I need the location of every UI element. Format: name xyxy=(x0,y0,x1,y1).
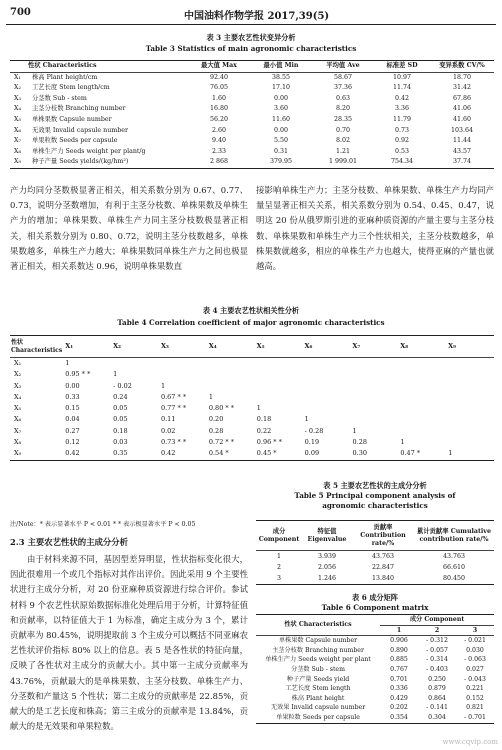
table3-header: 最小值 Min xyxy=(263,62,299,69)
table4-cell: 1 xyxy=(256,404,261,413)
table3-row xyxy=(10,126,494,137)
table4-cell xyxy=(207,369,255,380)
section-heading: 2.3 主要农艺性状的主成分分析 xyxy=(10,537,128,547)
watermark: www.cqvip.com xyxy=(442,738,498,746)
table5-cell: 1.246 xyxy=(317,575,337,582)
table5-cell: 43.763 xyxy=(371,553,395,560)
table3-row xyxy=(10,147,494,158)
table6-cell: - 0.063 xyxy=(464,656,486,664)
table4 xyxy=(10,335,494,461)
table6-row xyxy=(256,675,494,685)
table4-cell xyxy=(207,358,255,370)
table5-header: 累计贡献率 Cumulative contribution rate/% xyxy=(417,527,491,543)
table3-cell: 0.70 xyxy=(335,126,351,134)
journal-title: 中国油料作物学报 2017,39(5) xyxy=(184,11,330,22)
page-number: 700 xyxy=(10,7,31,18)
table4-cell: 0.09 xyxy=(304,449,320,458)
table4-cell: 0.27 xyxy=(65,426,80,435)
table4-note: 注/Note：* 表示显著水平 P < 0.01 * * 表示极显著水平 P < 0.05 xyxy=(10,521,196,528)
table6-col-header: 2 xyxy=(434,626,440,634)
table3-cell: 17.10 xyxy=(271,84,291,92)
table4-header-row xyxy=(10,336,494,358)
table4-cell: 0.77 * * xyxy=(160,404,187,413)
table3-row-name: 单株生产力 Seeds weight per plant/g xyxy=(32,147,146,155)
table3-row-name: 种子产量 Seeds yields/(kg/hm²) xyxy=(32,158,129,166)
table5-cell: 22.847 xyxy=(371,564,395,571)
table5-header-row xyxy=(256,521,494,551)
table3-cell: 1.21 xyxy=(335,147,351,155)
table6-caption-en: Table 6 Component matrix xyxy=(321,603,429,612)
table3-cell: 1 999.01 xyxy=(328,158,358,166)
table6-header-row xyxy=(256,615,494,626)
table4-row xyxy=(10,437,494,448)
table4-cell xyxy=(446,392,494,403)
table3-cell: 28.35 xyxy=(333,115,353,123)
table4-cell xyxy=(111,358,159,370)
table5-row xyxy=(256,573,494,585)
table3-header: 平均值 Ave xyxy=(326,62,360,69)
table3-cell: 0.53 xyxy=(394,147,410,155)
table3-cell: 103.64 xyxy=(450,126,474,134)
table4-cell: 0.95 * * xyxy=(65,370,91,379)
table3-row-code: X₉ xyxy=(14,158,22,166)
table5-cell: 2.056 xyxy=(317,564,337,571)
table4-cell: 0.03 xyxy=(113,438,128,447)
table6 xyxy=(256,614,494,724)
table3-row-name: 单株果数 Capsule number xyxy=(32,115,112,123)
table3-row-name: 主茎分枝数 Branching number xyxy=(32,105,126,113)
table4-cell: 1 xyxy=(65,359,70,367)
table6-cell: 0.202 xyxy=(390,704,408,712)
table6-row-name: 工艺长度 Stem length xyxy=(285,685,351,693)
paragraph-pca: 由于材料来源不同，基因型差异明显，性状指标变化很大，因此很难用一个或几个指标对其作出评价。因此采用 9 个主要性状进行主成分分析，对 20 份亚麻种质资源进行综合评价。参试材料 9 个农艺性状原始数据标准化处理后用于分析，计算特征值和贡献率，以特征值大于 1 为标准，确定主成分为 3 个，累计贡献率为 80.45%，说明提取前 3 个主成分可以概括不同亚麻农艺性状评价指标 80% 以上的信息。表 5 是各性状的特征向量，反映了各性状对主成分的贡献大小。其中第一主成分贡献率为 43.76%，贡献最大的是单株果数、主茎分枝数、单株生产力、分茎数和产量这 5 个性状；第二主成分的贡献率是 22.85%，贡献大的是工艺长度和株高；第三主成分的贡献率是 13.84%，贡献大的是无效果和单果粒数。 xyxy=(10,554,248,732)
table3-cell: 8.02 xyxy=(335,137,351,145)
table6-cell: 0.152 xyxy=(466,694,484,702)
table4-cell: 0.20 xyxy=(208,415,224,424)
table4-col-header: X₈ xyxy=(400,341,409,350)
table4-cell: 0.54 * xyxy=(208,449,229,458)
table3-cell: 18.70 xyxy=(452,73,472,81)
table5-cell: 2 xyxy=(276,564,281,571)
table4-cell xyxy=(446,369,494,380)
table4-cell: 0.05 xyxy=(113,415,128,424)
table5-row xyxy=(256,551,494,563)
table3-cell: 16.80 xyxy=(209,105,229,113)
table6-cell: 0.304 xyxy=(428,713,446,721)
table4-cell xyxy=(446,437,494,448)
table4-cell xyxy=(398,369,446,380)
table4-cell: 0.02 xyxy=(160,426,176,435)
table3-cell: 0.73 xyxy=(394,126,410,134)
table3-row-code: X₅ xyxy=(14,115,22,123)
table4-cell xyxy=(159,358,207,370)
table3-cell: 56.20 xyxy=(209,115,229,123)
table4-cell xyxy=(303,403,351,414)
table4-cell: 0.33 xyxy=(65,392,80,401)
table5-caption-cn: 表 5 主要农艺性状的主成分分析 xyxy=(323,481,427,490)
table4-row xyxy=(10,403,494,414)
table6-row-name: 单果粒数 Seeds per capsule xyxy=(276,713,360,721)
table6-cell: 0.890 xyxy=(390,646,408,654)
table5-row xyxy=(256,562,494,573)
table4-cell: 0.00 xyxy=(65,381,80,390)
table4-cell: 0.42 xyxy=(65,449,80,458)
table4-cell: 1 xyxy=(400,438,405,447)
table3-cell: 76.05 xyxy=(209,84,229,92)
table4-cell: 1 xyxy=(448,449,453,458)
table3-cell: 379.95 xyxy=(269,158,293,166)
table4-cell: 0.80 * * xyxy=(208,404,234,413)
table6-cell: - 0.312 xyxy=(426,637,448,645)
table4-cell xyxy=(303,358,351,370)
table3-row xyxy=(10,157,494,168)
table4-row-code: X₆ xyxy=(14,415,22,424)
table3-cell: 0.00 xyxy=(273,126,289,134)
table4-cell: 1 xyxy=(208,392,213,401)
table3-row-code: X₃ xyxy=(14,94,22,102)
table4-cell xyxy=(303,392,351,403)
table3-cell: 11.74 xyxy=(392,84,412,92)
table5-cell: 3 xyxy=(276,575,281,582)
table3-cell: 43.57 xyxy=(452,147,472,155)
table3-row xyxy=(10,115,494,126)
table4-cell xyxy=(351,358,399,370)
table4-col-header: X₂ xyxy=(113,341,121,350)
table5-cell: 43.763 xyxy=(442,553,466,560)
table4-cell xyxy=(351,392,399,403)
table4-cell: 0.18 xyxy=(256,415,272,424)
table4-cell: 0.22 xyxy=(256,426,272,435)
table3-cell: 0.42 xyxy=(394,94,410,102)
table3-row xyxy=(10,72,494,83)
table6-row xyxy=(256,646,494,656)
table4-cell xyxy=(351,403,399,414)
table3-row xyxy=(10,104,494,115)
table6-cell: - 0.057 xyxy=(426,646,448,654)
table4-cell: - 0.28 xyxy=(304,426,324,435)
table4-cell xyxy=(446,381,494,392)
table6-cell: 0.354 xyxy=(390,713,408,721)
table4-cell: 0.24 xyxy=(113,392,128,401)
table4-cell: 1 xyxy=(113,370,118,379)
table6-cell: 0.767 xyxy=(390,665,408,673)
table5 xyxy=(256,520,494,585)
table6-row-name: 分茎数 Sub - stem xyxy=(291,665,345,673)
table3-cell: 11.44 xyxy=(452,137,472,145)
table3-row-code: X₈ xyxy=(14,147,22,155)
table4-cell: 0.28 xyxy=(208,426,224,435)
table4-row xyxy=(10,381,494,392)
table3-cell: 3.60 xyxy=(273,105,289,113)
table6-row xyxy=(256,703,494,713)
table6-cell: - 0.403 xyxy=(426,665,448,673)
table6-cell: 0.336 xyxy=(390,685,408,693)
table3-row-name: 单果粒数 Seeds per capsule xyxy=(32,137,118,145)
table3-row-code: X₄ xyxy=(14,105,22,113)
table4-caption-cn: 表 4 主要农艺性状相关性分析 xyxy=(202,306,300,315)
table3-cell: 1.60 xyxy=(211,94,227,102)
table3-cell: 92.40 xyxy=(209,73,229,81)
table5-cell: 66.610 xyxy=(442,564,466,571)
table4-cell: 0.42 xyxy=(160,449,176,458)
table4-caption-en: Table 4 Correlation coefficient of major agronomic characteristics xyxy=(117,318,385,327)
table5-header: 贡献率 Contribution rate/% xyxy=(360,523,406,547)
table3-cell: 31.42 xyxy=(452,84,472,92)
table3-header: 性状 Characteristics xyxy=(28,62,97,69)
table3-cell: 41.60 xyxy=(452,115,472,123)
table3-row xyxy=(10,83,494,94)
table4-row-code: X₁ xyxy=(14,359,22,367)
table5-header: 成分 Component xyxy=(258,527,300,543)
table3-cell: 38.55 xyxy=(271,73,291,81)
table4-cell: 0.12 xyxy=(65,438,80,447)
table6-cell: 0.250 xyxy=(428,675,446,683)
table3-cell: 3.36 xyxy=(394,105,410,113)
table6-group-header: 成分 Component xyxy=(380,615,494,626)
table3-cell: 2.33 xyxy=(211,147,227,155)
table4-col-header: X₉ xyxy=(448,341,456,350)
table4-row-code: X₉ xyxy=(14,449,22,458)
table6-cell: - 0.021 xyxy=(464,637,486,645)
table4-cell: 0.30 xyxy=(352,449,367,458)
table6-corner-header: 性状 Characteristics xyxy=(284,621,352,629)
table3-cell: 0.92 xyxy=(394,137,410,145)
table3-row xyxy=(10,94,494,105)
table4-cell xyxy=(255,358,303,370)
table4-cell xyxy=(398,381,446,392)
table3-cell: 0.63 xyxy=(335,94,351,102)
table3-row-code: X₂ xyxy=(14,84,22,92)
table5-cell: 13.840 xyxy=(371,575,395,582)
table4-col-header: X₇ xyxy=(352,341,361,350)
table5-caption-en-2: agronomic characteristics xyxy=(322,501,428,510)
table4-col-header: X₁ xyxy=(65,341,74,350)
table4-cell xyxy=(398,426,446,437)
table3-row-name: 株高 Plant height/cm xyxy=(32,73,98,81)
table4-cell xyxy=(159,369,207,380)
table3-row-code: X₇ xyxy=(14,137,22,145)
table4-row xyxy=(10,414,494,425)
table6-col-header: 1 xyxy=(396,626,402,634)
table4-row xyxy=(10,369,494,380)
table3-cell: 58.67 xyxy=(333,73,353,81)
table4-row xyxy=(10,426,494,437)
table6-row xyxy=(256,636,494,646)
table4-cell: 0.28 xyxy=(352,438,367,447)
table3-row-name: 分茎数 Sub - stem xyxy=(32,94,87,102)
table3-cell: 9.40 xyxy=(211,137,227,145)
table4-row-code: X₅ xyxy=(14,404,22,413)
table4-cell xyxy=(351,381,399,392)
table6-cell: 0.221 xyxy=(466,685,484,693)
table4-row-code: X₂ xyxy=(14,370,22,379)
table4-cell: 0.45 * xyxy=(256,449,277,458)
table4-cell: 0.72 * * xyxy=(208,438,234,447)
table6-cell: 0.701 xyxy=(390,675,408,683)
table3-cell: 754.34 xyxy=(390,158,414,166)
table4-row-code: X₄ xyxy=(14,392,22,401)
table3-cell: 2 868 xyxy=(209,158,229,166)
table4-cell xyxy=(303,381,351,392)
table4-col-header: X₆ xyxy=(304,341,313,350)
table3-caption-en: Table 3 Statistics of main agronomic characteristics xyxy=(145,44,357,53)
table3 xyxy=(10,60,494,169)
table3-cell: 0.00 xyxy=(273,94,289,102)
table3-cell: 2.60 xyxy=(211,126,227,134)
table3-cell: 41.06 xyxy=(452,105,472,113)
table4-cell: 0.47 * xyxy=(400,449,421,458)
table4-row-code: X₇ xyxy=(14,426,22,435)
table4-cell xyxy=(398,414,446,425)
table4-cell: - 0.02 xyxy=(113,381,132,390)
table6-row xyxy=(256,665,494,675)
table5-header: 特征值 Eigenvalue xyxy=(307,527,347,543)
table4-cell xyxy=(446,426,494,437)
table4-cell xyxy=(255,369,303,380)
table4-cell xyxy=(398,392,446,403)
table4-cell: 0.18 xyxy=(113,426,128,435)
table6-row-name: 无效果 Invalid capsule number xyxy=(270,704,366,712)
table5-cell: 1 xyxy=(276,553,281,560)
table3-cell: 11.60 xyxy=(271,115,291,123)
table3-cell: 67.86 xyxy=(452,94,472,102)
table3-cell: 10.97 xyxy=(392,73,412,81)
table4-cell: 0.15 xyxy=(65,404,80,413)
table4-col-header: X₃ xyxy=(160,341,169,350)
table6-cell: - 0.043 xyxy=(464,675,486,683)
table4-cell xyxy=(398,358,446,370)
table6-row-name: 种子产量 Seeds yield xyxy=(286,675,350,683)
table4-cell: 1 xyxy=(160,381,166,390)
table6-cell: - 0.141 xyxy=(426,704,448,712)
header-rule xyxy=(6,24,496,25)
table6-row-name: 主茎分枝数 Branching number xyxy=(272,646,364,654)
table4-cell: 0.05 xyxy=(113,404,128,413)
table4-row xyxy=(10,392,494,403)
table6-cell: - 0.701 xyxy=(464,713,486,721)
table6-cell: 0.027 xyxy=(466,665,484,673)
table5-cell: 80.450 xyxy=(442,575,466,582)
running-header xyxy=(6,7,496,21)
table4-row xyxy=(10,448,494,460)
table4-cell xyxy=(446,358,494,370)
table3-cell: 0.31 xyxy=(273,147,289,155)
table4-row-code: X₈ xyxy=(14,438,22,447)
table4-cell xyxy=(303,369,351,380)
table4-cell: 0.04 xyxy=(65,415,80,424)
table6-cell: 0.879 xyxy=(428,685,446,693)
table4-corner-header: 性状 Characteristics xyxy=(11,338,63,354)
table6-cell: 0.906 xyxy=(390,637,408,645)
table5-cell: 3.939 xyxy=(317,553,337,560)
table3-header: 标准差 SD xyxy=(386,62,418,69)
table3-cell: 37.74 xyxy=(452,158,472,166)
table3-row-name: 工艺长度 Stem length/cm xyxy=(32,84,110,92)
table4-cell: 0.11 xyxy=(160,415,176,424)
table6-cell: 0.429 xyxy=(390,694,408,702)
table3-header: 最大值 Max xyxy=(201,62,237,69)
table6-cell: 0.821 xyxy=(466,704,484,712)
table4-cell xyxy=(351,369,399,380)
table3-cell: 8.20 xyxy=(335,105,351,113)
table6-caption-cn: 表 6 成分矩阵 xyxy=(352,593,398,602)
table4-cell xyxy=(207,381,255,392)
table4-cell: 0.73 * * xyxy=(160,438,187,447)
table4-col-header: X₅ xyxy=(256,341,265,350)
table4-col-header: X₄ xyxy=(208,341,217,350)
table4-cell: 0.67 * * xyxy=(160,392,187,401)
table6-row xyxy=(256,713,494,723)
table5-caption-en-1: Table 5 Principal component analysis of xyxy=(294,491,456,500)
table4-cell: 0.19 xyxy=(304,438,320,447)
table3-caption-cn: 表 3 主要农艺性状变异分析 xyxy=(206,33,296,42)
table4-cell xyxy=(446,403,494,414)
table3-row xyxy=(10,136,494,147)
table6-col-header: 3 xyxy=(472,626,478,634)
paragraph-correlation-left: 产力均同分茎数极显著正相关，相关系数分别为 0.67、0.77、0.73，说明分茎数增加，有利于主茎分枝数、单株果数及单株生产力的增加；单株果数、单株生产力同主茎分枝数极显著正相关，相关系数分别为 0.80、0.72，说明主茎分枝数越多，单株果数越多，单株生产力越大；单株果数同单株生产力之间也极显著正相关，相关系数达 0.96，说明单株果数直 xyxy=(10,185,248,272)
table3-row-name: 无效果 Invalid capsule number xyxy=(32,126,128,134)
table6-row xyxy=(256,655,494,665)
table4-cell xyxy=(255,381,303,392)
table4-cell: 1 xyxy=(304,415,309,424)
table4-cell: 0.96 * * xyxy=(256,438,282,447)
table3-cell: 37.36 xyxy=(333,84,353,92)
table4-cell xyxy=(446,414,494,425)
paragraph-correlation-right: 接影响单株生产力；主茎分枝数、单株果数、单株生产力均同产量呈显著正相关关系，相关系数分别为 0.54、0.45、0.47，说明这 20 份从俄罗斯引进的亚麻种质资源的产量主要与主茎分枝数、单株果数和单株生产力三个性状相关，主茎分枝数越多，单株果数就越多，相应的单株生产力也越大，使得亚麻的产量也就越高。 xyxy=(256,185,494,272)
table6-cell: 0.885 xyxy=(390,656,408,664)
table6-row xyxy=(256,684,494,694)
table4-cell xyxy=(255,392,303,403)
table6-cell: 0.030 xyxy=(466,646,484,654)
table3-row-code: X₆ xyxy=(14,126,22,134)
table3-row-code: X₁ xyxy=(14,73,22,81)
table3-header-row xyxy=(10,61,494,73)
table4-cell: 1 xyxy=(352,426,357,435)
table4-cell xyxy=(398,403,446,414)
table6-row-name: 单株果数 Capsule number xyxy=(278,637,358,645)
table3-cell: 5.50 xyxy=(273,137,289,145)
table6-row xyxy=(256,694,494,704)
table4-cell: 0.35 xyxy=(113,449,128,458)
table6-cell: - 0.314 xyxy=(426,656,448,664)
table6-row-name: 单株生产力 Seeds weight per plant xyxy=(265,656,371,664)
table4-cell xyxy=(351,414,399,425)
table6-row-name: 株高 Plant height xyxy=(291,694,345,702)
table6-cell: 0.864 xyxy=(428,694,446,702)
table3-header: 变异系数 CV/% xyxy=(439,62,485,69)
table3-cell: 11.79 xyxy=(392,115,412,123)
table4-row-code: X₃ xyxy=(14,381,22,390)
table4-row xyxy=(10,358,494,370)
